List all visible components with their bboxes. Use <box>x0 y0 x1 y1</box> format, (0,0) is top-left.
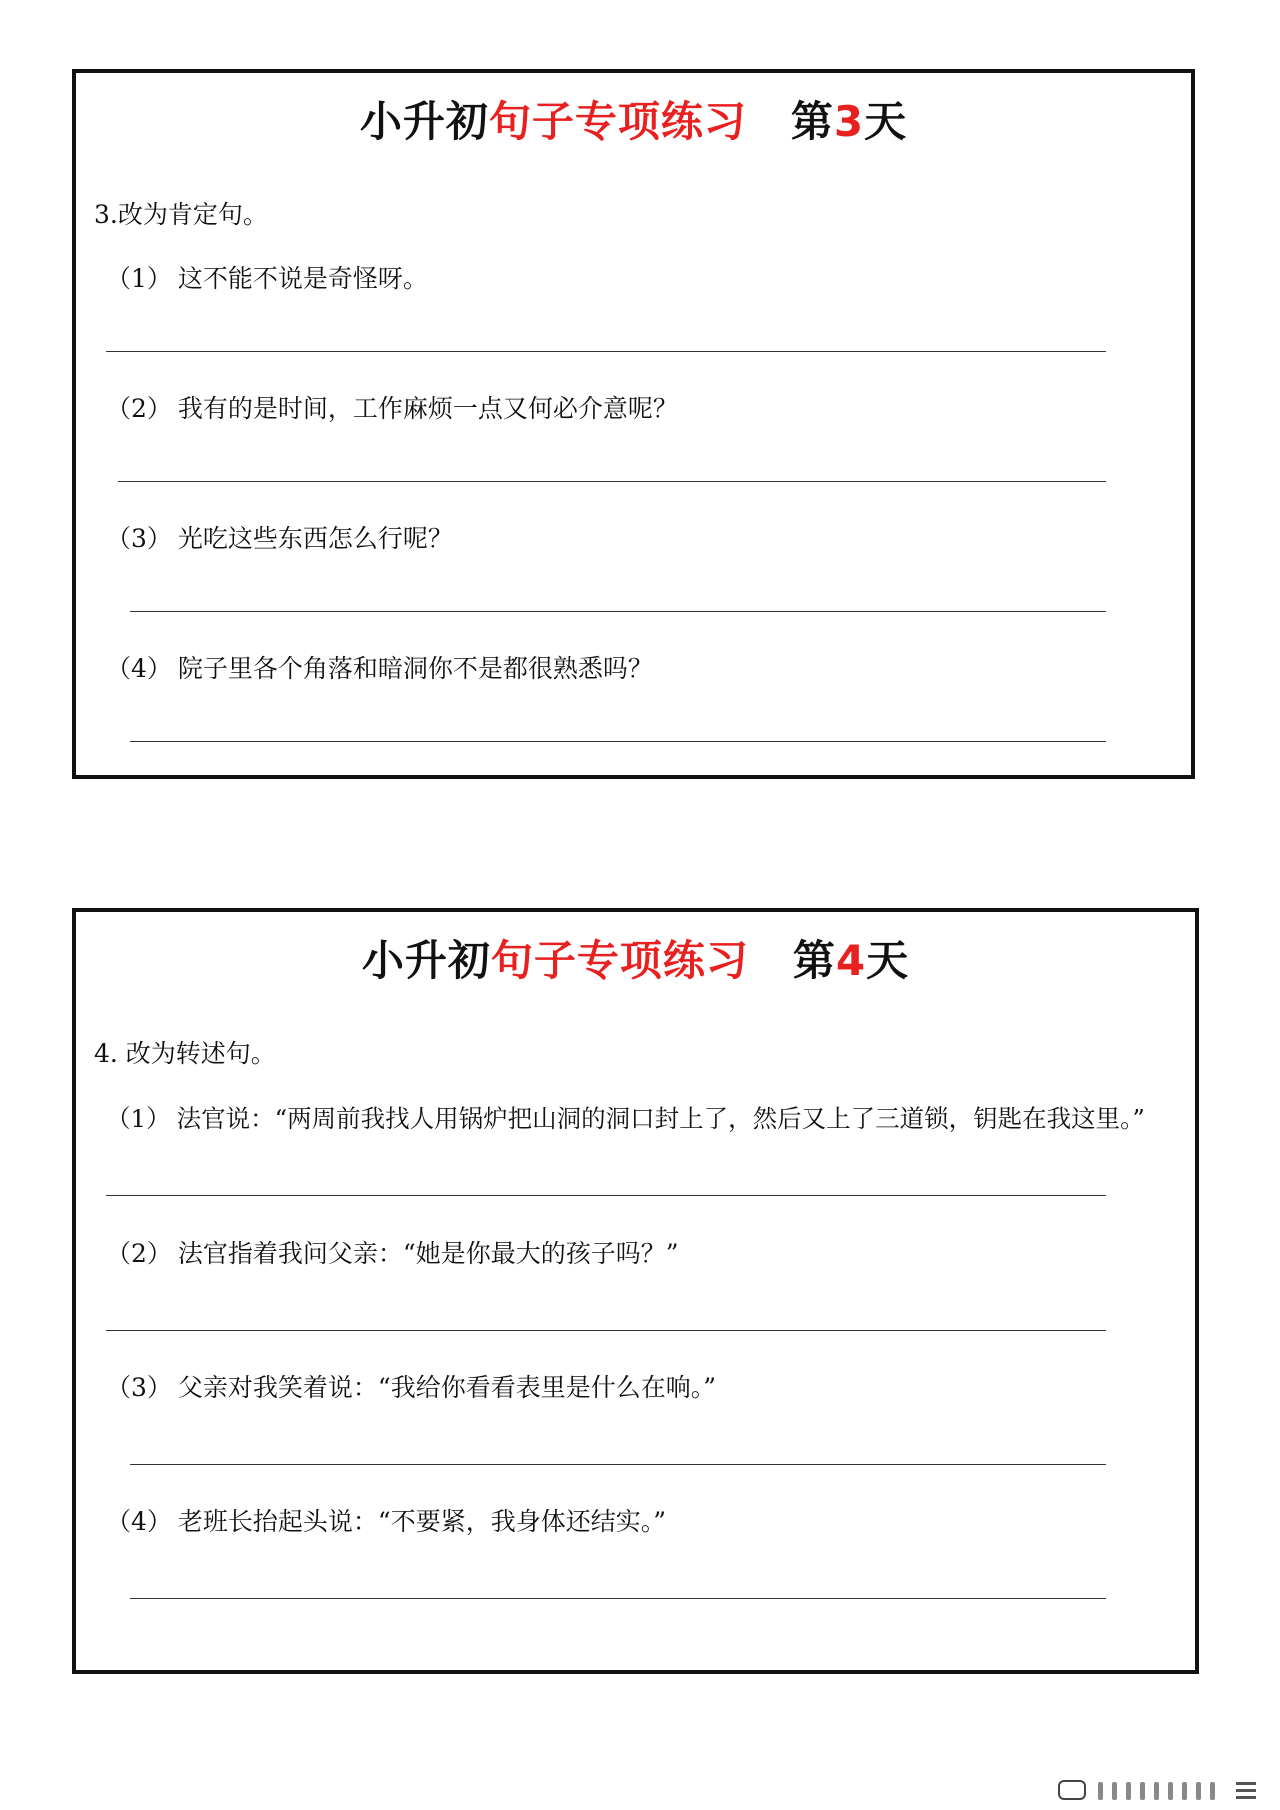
question-number: （4） <box>106 1507 172 1536</box>
worksheet-title <box>76 89 1191 149</box>
title-highlight: 句子专项练习 <box>488 97 747 146</box>
page-strip-icon[interactable] <box>1140 1782 1145 1800</box>
question-number: （4） <box>106 654 172 683</box>
page-strip-icon[interactable] <box>1210 1782 1215 1800</box>
question-number: （1） <box>106 264 172 293</box>
title-prefix: 小升初 <box>359 97 489 146</box>
title-day-prefix: 第 <box>792 936 836 985</box>
question-number: （1） <box>106 1104 171 1133</box>
question-item <box>106 1100 1145 1135</box>
page-strip-icon[interactable] <box>1098 1782 1103 1800</box>
page-strip-icon[interactable] <box>1196 1782 1201 1800</box>
title-day-suffix: 天 <box>866 936 910 985</box>
title-prefix: 小升初 <box>361 936 491 985</box>
question-text: 老班长抬起头说：“不要紧，我身体还结实。” <box>177 1507 666 1536</box>
title-day-number: 4 <box>835 936 867 985</box>
worksheet-day-3 <box>72 69 1195 779</box>
page-strip-icon[interactable] <box>1126 1782 1131 1800</box>
page-strip-icon[interactable] <box>1154 1782 1159 1800</box>
question-text: 法官指着我问父亲：“她是你最大的孩子吗？” <box>177 1239 679 1268</box>
question-item <box>106 519 453 555</box>
section-heading: 3.改为肯定句。 <box>94 200 268 229</box>
answer-line[interactable] <box>106 1330 1106 1331</box>
answer-line[interactable] <box>106 1195 1106 1196</box>
answer-line[interactable] <box>130 1464 1106 1465</box>
page-strip-icon[interactable] <box>1182 1782 1187 1800</box>
question-text: 光吃这些东西怎么行呢？ <box>177 524 453 553</box>
page-strip-icon[interactable] <box>1112 1782 1117 1800</box>
question-item <box>106 1368 716 1404</box>
answer-line[interactable] <box>130 611 1106 612</box>
answer-line[interactable] <box>118 481 1106 482</box>
title-day-number: 3 <box>833 97 865 146</box>
question-item <box>106 1502 666 1538</box>
page-strip-icon[interactable] <box>1168 1782 1173 1800</box>
section-heading: 4. 改为转述句。 <box>94 1039 276 1068</box>
question-item <box>106 1234 678 1270</box>
question-number: （2） <box>106 1239 172 1268</box>
title-day-prefix: 第 <box>790 97 834 146</box>
fit-page-icon[interactable] <box>1058 1780 1086 1800</box>
question-item <box>106 649 653 685</box>
menu-icon[interactable] <box>1236 1782 1256 1800</box>
worksheet-day-4 <box>72 908 1199 1674</box>
question-number: （2） <box>106 394 172 423</box>
answer-line[interactable] <box>106 351 1106 352</box>
question-item <box>106 259 428 295</box>
question-text: 院子里各个角落和暗洞你不是都很熟悉吗？ <box>177 654 653 683</box>
question-text: 这不能不说是奇怪呀。 <box>177 264 428 293</box>
worksheet-title <box>76 928 1195 988</box>
answer-line[interactable] <box>130 741 1106 742</box>
title-highlight: 句子专项练习 <box>490 936 749 985</box>
question-number: （3） <box>106 524 172 553</box>
question-number: （3） <box>106 1373 172 1402</box>
question-text: 我有的是时间，工作麻烦一点又何必介意呢？ <box>177 394 678 423</box>
question-text: 父亲对我笑着说：“我给你看看表里是什么在响。” <box>177 1373 716 1402</box>
answer-line[interactable] <box>130 1598 1106 1599</box>
question-item <box>106 389 678 425</box>
title-day-suffix: 天 <box>864 97 908 146</box>
question-text: 法官说：“两周前我找人用锅炉把山洞的洞口封上了，然后又上了三道锁，钥匙在我这里。” <box>176 1104 1145 1133</box>
viewer-toolbar <box>1058 1778 1258 1804</box>
